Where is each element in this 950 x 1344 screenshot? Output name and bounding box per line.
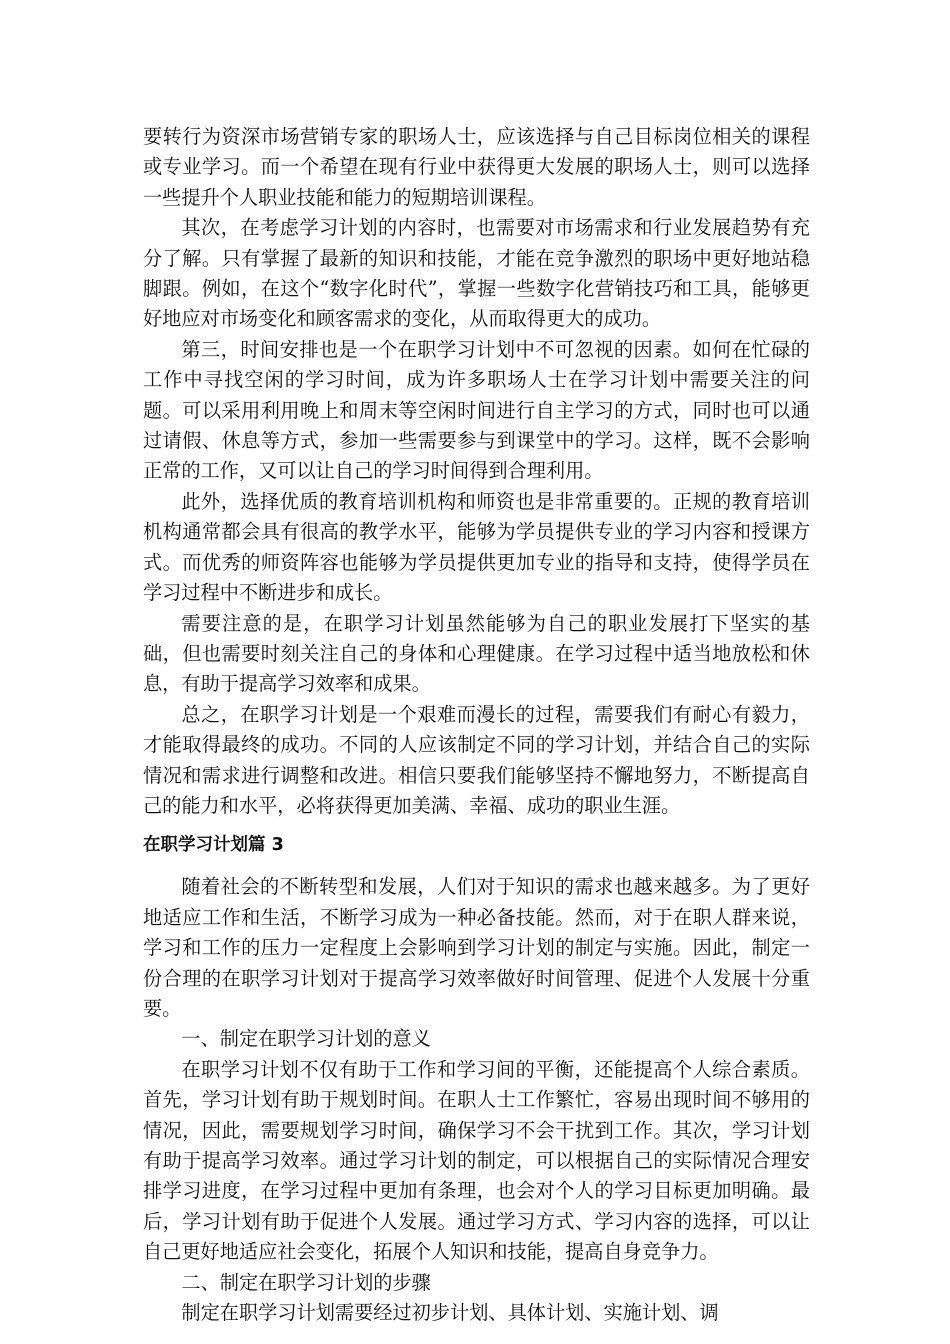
- paragraph-significance: 在职学习计划不仅有助于工作和学习间的平衡，还能提高个人综合素质。首先，学习计划有助于规划时间。在职人士工作繁忙，容易出现时间不够用的情况，因此，需要规划学习时间，确保学习不会干扰到工作。其次，学习计划有助于提高学习效率。通过学习计划的制定，可以根据自己的实际情况合理安排学习进度，在学习过程中更加有条理，也会对个人的学习目标更加明确。最后，学习计划有助于促进个人发展。通过学习方式、学习内容的选择，可以让自己更好地适应社会变化，拓展个人知识和技能，提高自身竞争力。: [143, 1057, 810, 1264]
- paragraph-time-arrangement: 第三，时间安排也是一个在职学习计划中不可忽视的因素。如何在忙碌的工作中寻找空闲的学习时间，成为许多职场人士在学习计划中需要关注的问题。可以采用利用晚上和周末等空闲时间进行自主学习的方式，同时也可以通过请假、休息等方式，参加一些需要参与到课堂中的学习。这样，既不会影响正常的工作，又可以让自己的学习时间得到合理利用。: [143, 337, 810, 483]
- paragraph-career-change: 要转行为资深市场营销专家的职场人士，应该选择与自己目标岗位相关的课程或专业学习。而一个希望在现有行业中获得更大发展的职场人士，则可以选择一些提升个人职业技能和能力的短期培训课程。: [143, 125, 810, 209]
- section-heading: 在职学习计划篇 3: [143, 835, 284, 856]
- document-page: [143, 122, 810, 1328]
- subheading-steps: 二、制定在职学习计划的步骤: [181, 1270, 431, 1294]
- paragraph-training-institutions: 此外，选择优质的教育培训机构和师资也是非常重要的。正规的教育培训机构通常都会具有很高的教学水平，能够为学员提供专业的学习内容和授课方式。而优秀的师资阵容也能够为学员提供更加专业的指导和支持，使得学员在学习过程中不断进步和成长。: [143, 489, 810, 605]
- paragraph-health-note: 需要注意的是，在职学习计划虽然能够为自己的职业发展打下坚实的基础，但也需要时刻关注自己的身体和心理健康。在学习过程中适当地放松和休息，有助于提高学习效率和成果。: [143, 611, 810, 696]
- paragraph-steps: 制定在职学习计划需要经过初步计划、具体计划、实施计划、调: [181, 1301, 719, 1325]
- paragraph-intro: 随着社会的不断转型和发展，人们对于知识的需求也越来越多。为了更好地适应工作和生活，不断学习成为一种必备技能。然而，对于在职人群来说，学习和工作的压力一定程度上会影响到学习计划的制定与实施。因此，制定一份合理的在职学习计划对于提高学习效率做好时间管理、促进个人发展十分重要。: [143, 875, 810, 1020]
- paragraph-conclusion: 总之，在职学习计划是一个艰难而漫长的过程，需要我们有耐心有毅力，才能取得最终的成功。不同的人应该制定不同的学习计划，并结合自己的实际情况和需求进行调整和改进。相信只要我们能够坚持不懈地努力，不断提高自己的能力和水平，必将获得更加美满、幸福、成功的职业生涯。: [143, 702, 810, 817]
- paragraph-market-trends: 其次，在考虑学习计划的内容时，也需要对市场需求和行业发展趋势有充分了解。只有掌握了最新的知识和技能，才能在竞争激烈的职场中更好地站稳脚跟。例如，在这个“数字化时代”，掌握一些数字化营销技巧和工具，能够更好地应对市场变化和顾客需求的变化，从而取得更大的成功。: [143, 216, 810, 331]
- subheading-significance: 一、制定在职学习计划的意义: [181, 1027, 431, 1051]
